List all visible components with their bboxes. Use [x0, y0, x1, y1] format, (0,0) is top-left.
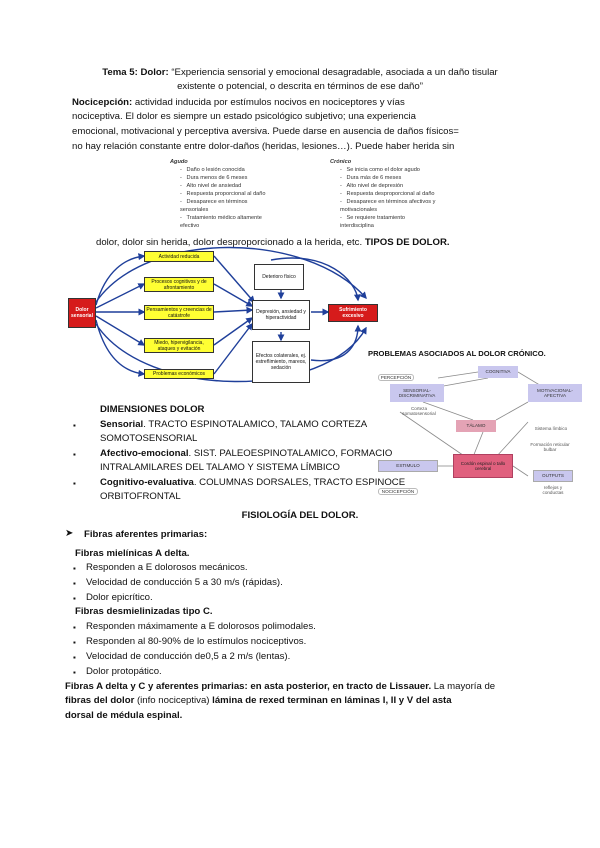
after-table-line	[96, 236, 450, 251]
bullet-square-icon: ▪	[73, 450, 76, 459]
acute-item: - Respuesta proporcional al daño	[180, 191, 266, 197]
cognitiva-box: COGNITIVA	[478, 366, 518, 378]
dimensions-title: DIMENSIONES DOLOR	[100, 404, 205, 415]
corteza-label: Corteza somatosensorial	[402, 406, 436, 417]
paragraph-line-1: nociceptiva. El dolor es siempre un estado psicológico subjetivo; una experiencia	[72, 111, 416, 122]
cordon-espinal-box: Cordón espinal o tallo cerebral	[453, 454, 513, 478]
chronic-item: - Se inicia como el dolor agudo	[340, 167, 420, 173]
bullet-square-icon: ▪	[73, 594, 76, 603]
bullet-square-icon: ▪	[73, 579, 76, 588]
problemas-economicos-box: Problemas económicos	[144, 369, 214, 379]
after-table-text: dolor, dolor sin herida, dolor desproporcionado a la herida, etc.	[96, 237, 363, 248]
outputs-box: OUTPUTS	[533, 470, 573, 482]
reflejos-label: reflejos y conductas	[542, 485, 564, 496]
dimension-afectivo-cont: INTRALAMILARES DEL TALAMO Y SISTEMA LÍMBICO	[100, 462, 340, 473]
chronic-item: - Desaparece en términos afectivos y motivacionales	[340, 199, 436, 213]
chronic-item: - Alto nivel de depresión	[340, 183, 404, 189]
acute-item: - Tratamiento médico altamente efectivo	[180, 215, 262, 229]
bullet-square-icon: ▪	[73, 421, 76, 430]
estimulo-box: ESTIMULO	[378, 460, 438, 472]
chronic-header: Crónico	[330, 159, 352, 165]
a-delta-item: Velocidad de conducción 5 a 30 m/s (rápidas).	[86, 577, 283, 588]
bullet-square-icon: ▪	[73, 668, 76, 677]
topic-title-line1	[0, 66, 600, 81]
c-item: Velocidad de conducción de0,5 a 2 m/s (lentas).	[86, 651, 291, 662]
talamo-box: TÁLAMO	[456, 420, 496, 432]
bullet-square-icon: ▪	[73, 623, 76, 632]
a-delta-item: Dolor epicrítico.	[86, 592, 153, 603]
summary-line-1: Fibras A delta y C y aferentes primarias: en asta posterior, en tracto de Lissauer. La mayoría de	[65, 681, 496, 692]
dimension-cognitivo-cont: ORBITOFRONTAL	[100, 491, 181, 502]
sensorial-discriminativa-box: SENSORIAL-DISCRIMINATIVA	[390, 384, 444, 402]
bullet-square-icon: ▪	[73, 653, 76, 662]
types-label: TIPOS DE DOLOR.	[364, 237, 450, 248]
actividad-reducida-box: Actividad reducida	[144, 251, 214, 262]
sistema-limbico-label: Sistema límbico	[534, 426, 568, 431]
nociception-label: Nocicepción:	[72, 97, 133, 108]
nociception-text: actividad inducida por estímulos nocivos en nociceptores y vías	[134, 97, 405, 108]
nocicepcion-box: NOCICEPCIÓN	[378, 488, 418, 495]
topic-definition-1: “Experiencia sensorial y emocional desagradable, asociada a un daño tisular	[171, 67, 498, 78]
topic-title: Tema 5: Dolor:	[102, 67, 169, 78]
nociception-line	[72, 96, 405, 111]
bullet-square-icon: ▪	[73, 564, 76, 573]
motivacional-afectiva-box: MOTIVACIONAL-AFECTIVA	[528, 384, 582, 402]
dimension-cognitivo: Cognitivo-evaluativa. COLUMNAS DORSALES, TRACTO ESPINOCE	[100, 477, 406, 488]
chronic-problems-title: PROBLEMAS ASOCIADOS AL DOLOR CRÓNICO.	[368, 349, 546, 358]
acute-item: - Desaparece en términos sensoriales	[180, 199, 248, 213]
bullet-square-icon: ▪	[73, 479, 76, 488]
a-delta-item: Responden a E dolorosos mecánicos.	[86, 562, 248, 573]
afferent-header: Fibras aferentes primarias:	[84, 529, 208, 540]
c-item: Responden máximamente a E dolorosos polimodales.	[86, 621, 316, 632]
c-item: Responden al 80-90% de lo estímulos nociceptivos.	[86, 636, 307, 647]
formacion-reticular-label: Formación reticular bulbar	[530, 442, 570, 453]
paragraph-line-2: emocional, motivacional y perceptiva aversiva. Puede darse en ausencia de daños físicos=	[72, 126, 459, 137]
acute-item: - Daño o lesión conocida	[180, 167, 245, 173]
percepcion-box: PERCEPCIÓN	[378, 374, 414, 381]
acute-header: Agudo	[170, 159, 188, 165]
depresion-box: Depresión, ansiedad y hiperactividad	[252, 300, 310, 330]
dimension-sensorial: Sensorial. TRACTO ESPINOTALAMICO, TALAMO CORTEZA	[100, 419, 368, 430]
topic-definition-2: existente o potencial, o descrita en términos de ese daño”	[177, 81, 423, 92]
acute-item: - Dura menos de 6 meses	[180, 175, 248, 181]
c-item: Dolor protopático.	[86, 666, 162, 677]
arrow-bullet-icon: ➤	[65, 528, 74, 539]
dolor-sensorial-box: Dolor sensorial	[68, 298, 96, 328]
summary-line-3: dorsal de médula espinal.	[65, 710, 183, 721]
miedo-box: Miedo, hipervigilancia, ataques y evitación	[144, 338, 214, 353]
chronic-item: - Dura más de 6 meses	[340, 175, 402, 181]
pensamientos-box: Pensamientos y creencias de catástrofe	[144, 305, 214, 320]
chronic-item: - Respuesta desproporcional al daño	[340, 191, 435, 197]
dimension-sensorial-cont: SOMOTOSENSORIAL	[100, 433, 198, 444]
chronic-item: - Se requiere tratamiento interdisciplina	[340, 215, 405, 229]
summary-line-2: fibras del dolor (info nociceptiva) lámina de rexed terminan en láminas I, II y V del asta	[65, 695, 452, 706]
bullet-square-icon: ▪	[73, 638, 76, 647]
deterioro-fisico-box: Deterioro físico	[254, 264, 304, 290]
pain-flow-diagram	[66, 250, 388, 390]
physiology-title: FISIOLOGÍA DEL DOLOR.	[241, 510, 359, 521]
sufrimiento-box: Sufrimiento excesivo	[328, 304, 378, 322]
efectos-colaterales-box: Efectos colaterales, ej. estreñimiento, mareos, sedación	[252, 341, 310, 383]
dimension-afectivo: Afectivo-emocional. SIST. PALEOESPINOTALAMICO, FORMACIO	[100, 448, 393, 459]
procesos-cognitivos-box: Procesos cognitivos y de afrontamiento	[144, 277, 214, 292]
chronic-problems-diagram	[378, 362, 588, 512]
c-header: Fibras desmielinizadas tipo C.	[75, 606, 213, 617]
acute-item: - Alto nivel de ansiedad	[180, 183, 242, 189]
a-delta-header: Fibras mielínicas A delta.	[75, 548, 190, 559]
paragraph-line-3: no hay relación constante entre dolor-daños (heridas, lesiones…). Puede haber herida sin	[72, 141, 455, 152]
